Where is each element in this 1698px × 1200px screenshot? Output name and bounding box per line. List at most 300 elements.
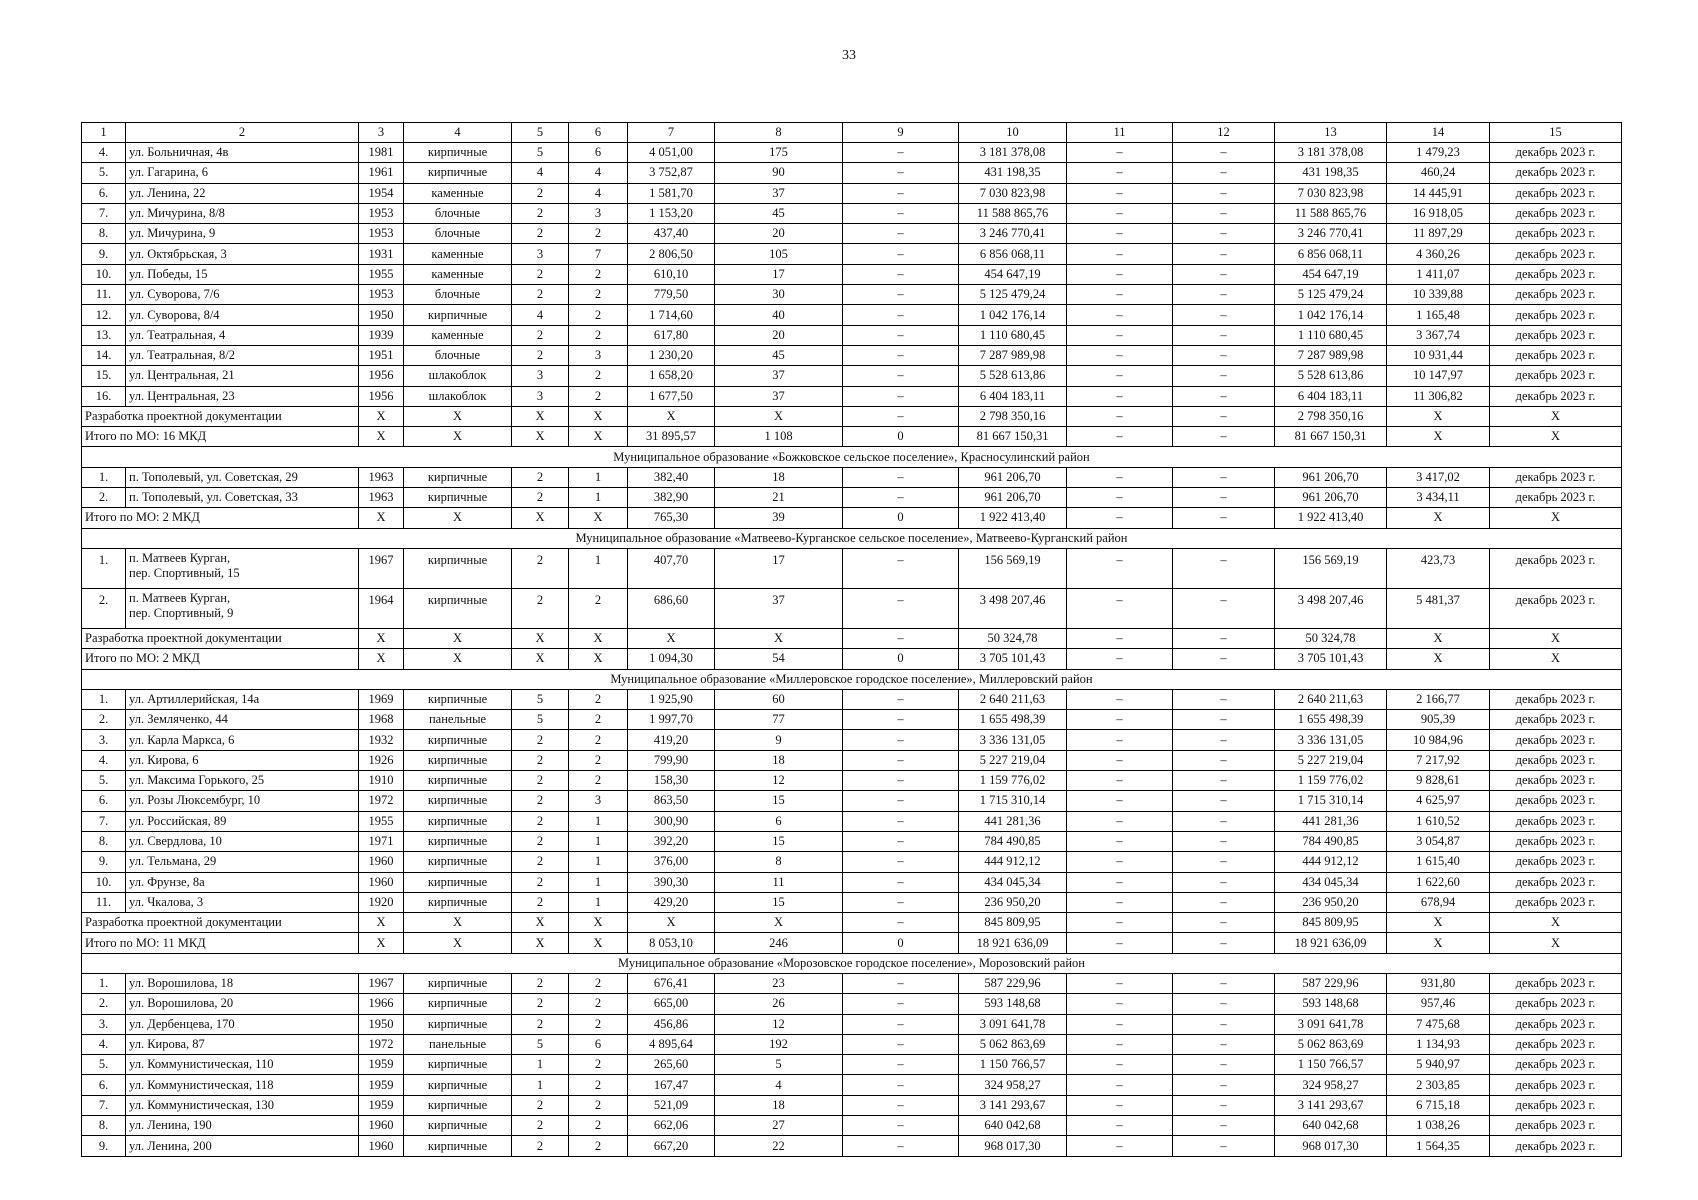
table-cell: 1 042 176,14 [1275, 305, 1387, 325]
table-cell: 167,47 [628, 1075, 715, 1095]
table-cell: 441 281,36 [959, 811, 1067, 831]
table-row [82, 1095, 1622, 1115]
table-cell: панельные [404, 1034, 512, 1054]
address-cell: ул. Российская, 89 [126, 811, 359, 831]
table-cell: декабрь 2023 г. [1490, 791, 1622, 811]
table-row [82, 872, 1622, 892]
address-cell: п. Матвеев Курган, пер. Спортивный, 9 [126, 588, 359, 628]
table-cell: декабрь 2023 г. [1490, 264, 1622, 284]
summary-label-cell: Разработка проектной документации [82, 406, 359, 426]
table-cell: – [843, 488, 959, 508]
table-cell: 1963 [359, 467, 404, 487]
table-cell: 14 445,91 [1387, 183, 1490, 203]
table-cell: 593 148,68 [1275, 994, 1387, 1014]
table-cell: 1 411,07 [1387, 264, 1490, 284]
table-cell: – [1067, 730, 1173, 750]
table-cell: – [1067, 973, 1173, 993]
address-cell: ул. Земляченко, 44 [126, 710, 359, 730]
table-cell: 15 [715, 791, 843, 811]
table-cell: – [1067, 1136, 1173, 1156]
table-cell: 765,30 [628, 508, 715, 528]
table-cell: 3 336 131,05 [959, 730, 1067, 750]
table-cell: 45 [715, 345, 843, 365]
table-cell: 1 922 413,40 [1275, 508, 1387, 528]
table-cell: 1967 [359, 973, 404, 993]
address-cell: ул. Мичурина, 8/8 [126, 203, 359, 223]
table-cell: 2 [569, 730, 628, 750]
table-cell: 3 091 641,78 [959, 1014, 1067, 1034]
table-cell: декабрь 2023 г. [1490, 1075, 1622, 1095]
table-cell: декабрь 2023 г. [1490, 750, 1622, 770]
table-cell: 1 159 776,02 [959, 771, 1067, 791]
table-cell: 1920 [359, 892, 404, 912]
table-cell: 968 017,30 [959, 1136, 1067, 1156]
row-number-cell: 11. [82, 892, 126, 912]
table-cell: 3 [569, 345, 628, 365]
table-cell: – [843, 791, 959, 811]
table-cell: X [512, 933, 569, 953]
table-cell: 1953 [359, 285, 404, 305]
table-cell: – [843, 548, 959, 588]
table-row [82, 750, 1622, 770]
table-cell: 667,20 [628, 1136, 715, 1156]
page-number: 33 [842, 48, 856, 63]
table-cell: 799,90 [628, 750, 715, 770]
table-cell: кирпичные [404, 588, 512, 628]
table-cell: 7 030 823,98 [959, 183, 1067, 203]
address-cell: ул. Кирова, 6 [126, 750, 359, 770]
table-cell: – [1067, 649, 1173, 669]
address-cell: ул. Фрунзе, 8а [126, 872, 359, 892]
table-cell: 686,60 [628, 588, 715, 628]
table-cell: 2 [512, 994, 569, 1014]
table-cell: – [1173, 892, 1275, 912]
table-cell: 5 227 219,04 [959, 750, 1067, 770]
table-cell: – [1067, 224, 1173, 244]
table-cell: 2 640 211,63 [959, 689, 1067, 709]
column-number-cell: 11 [1067, 123, 1173, 143]
table-cell: 3 498 207,46 [959, 588, 1067, 628]
table-cell: – [1173, 264, 1275, 284]
table-cell: кирпичные [404, 892, 512, 912]
table-cell: – [1067, 689, 1173, 709]
summary-row [82, 628, 1622, 648]
table-cell: 1910 [359, 771, 404, 791]
table-cell: кирпичные [404, 872, 512, 892]
table-cell: – [1173, 366, 1275, 386]
table-cell: 6 856 068,11 [1275, 244, 1387, 264]
section-row [82, 953, 1622, 973]
column-number-cell: 3 [359, 123, 404, 143]
table-cell: – [1173, 811, 1275, 831]
table-row [82, 305, 1622, 325]
table-cell: шлакоблок [404, 386, 512, 406]
table-cell: 1 094,30 [628, 649, 715, 669]
table-cell: – [1173, 831, 1275, 851]
table-cell: 437,40 [628, 224, 715, 244]
table-cell: 2 [569, 285, 628, 305]
table-cell: 3 [512, 244, 569, 264]
table-cell: 419,20 [628, 730, 715, 750]
table-cell: блочные [404, 203, 512, 223]
table-cell: X [359, 649, 404, 669]
address-cell: ул. Мичурина, 9 [126, 224, 359, 244]
table-cell: 156 569,19 [1275, 548, 1387, 588]
table-row [82, 892, 1622, 912]
table-cell: декабрь 2023 г. [1490, 163, 1622, 183]
address-cell: ул. Кирова, 87 [126, 1034, 359, 1054]
table-cell: декабрь 2023 г. [1490, 710, 1622, 730]
table-cell: 2 [512, 1014, 569, 1034]
table-cell: 1 581,70 [628, 183, 715, 203]
row-number-cell: 2. [82, 710, 126, 730]
table-cell: 1972 [359, 791, 404, 811]
table-cell: 2 [569, 750, 628, 770]
table-cell: 45 [715, 203, 843, 223]
table-cell: 1960 [359, 1136, 404, 1156]
table-cell: 390,30 [628, 872, 715, 892]
table-cell: X [569, 508, 628, 528]
table-cell: 6 [569, 143, 628, 163]
table-cell: 8 [715, 852, 843, 872]
table-cell: 431 198,35 [959, 163, 1067, 183]
table-cell: 10 339,88 [1387, 285, 1490, 305]
table-cell: декабрь 2023 г. [1490, 994, 1622, 1014]
summary-label-cell: Разработка проектной документации [82, 628, 359, 648]
table-cell: 678,94 [1387, 892, 1490, 912]
table-cell: декабрь 2023 г. [1490, 285, 1622, 305]
row-number-cell: 7. [82, 1095, 126, 1115]
table-cell: 779,50 [628, 285, 715, 305]
table-cell: X [1490, 628, 1622, 648]
row-number-cell: 8. [82, 224, 126, 244]
column-number-row [82, 123, 1622, 143]
table-cell: 20 [715, 224, 843, 244]
table-cell: декабрь 2023 г. [1490, 1095, 1622, 1115]
summary-row [82, 649, 1622, 669]
table-cell: 4 [569, 163, 628, 183]
table-cell: 1 610,52 [1387, 811, 1490, 831]
table-cell: каменные [404, 244, 512, 264]
table-cell: 7 030 823,98 [1275, 183, 1387, 203]
table-cell: X [404, 427, 512, 447]
table-cell: 5 062 863,69 [959, 1034, 1067, 1054]
table-cell: – [1067, 244, 1173, 264]
table-row [82, 386, 1622, 406]
table-row [82, 203, 1622, 223]
table-cell: X [569, 649, 628, 669]
address-cell: ул. Театральная, 8/2 [126, 345, 359, 365]
table-cell: 2 [569, 973, 628, 993]
table-cell: 2 [512, 1095, 569, 1115]
table-cell: 37 [715, 183, 843, 203]
table-cell: X [404, 649, 512, 669]
table-cell: 444 912,12 [959, 852, 1067, 872]
table-cell: X [1387, 913, 1490, 933]
table-cell: 105 [715, 244, 843, 264]
table-cell: 587 229,96 [959, 973, 1067, 993]
table-cell: декабрь 2023 г. [1490, 325, 1622, 345]
table-cell: – [843, 467, 959, 487]
table-cell: 1955 [359, 811, 404, 831]
table-cell: 8 053,10 [628, 933, 715, 953]
table-cell: – [843, 163, 959, 183]
table-cell: 460,24 [1387, 163, 1490, 183]
table-row [82, 811, 1622, 831]
table-cell: 10 931,44 [1387, 345, 1490, 365]
table-cell: 617,80 [628, 325, 715, 345]
table-cell: X [1490, 933, 1622, 953]
table-cell: – [843, 264, 959, 284]
table-cell: 10 984,96 [1387, 730, 1490, 750]
table-row [82, 973, 1622, 993]
table-cell: кирпичные [404, 771, 512, 791]
table-row [82, 548, 1622, 588]
table-cell: 1 677,50 [628, 386, 715, 406]
table-cell: декабрь 2023 г. [1490, 831, 1622, 851]
table-cell: 265,60 [628, 1055, 715, 1075]
column-number-cell: 1 [82, 123, 126, 143]
table-cell: – [1173, 386, 1275, 406]
row-number-cell: 9. [82, 244, 126, 264]
table-cell: 2 [512, 325, 569, 345]
table-cell: 1 165,48 [1387, 305, 1490, 325]
table-cell: 2 [512, 588, 569, 628]
table-cell: 1 110 680,45 [959, 325, 1067, 345]
table-cell: 3 752,87 [628, 163, 715, 183]
row-number-cell: 4. [82, 143, 126, 163]
table-cell: 3 417,02 [1387, 467, 1490, 487]
table-cell: 5 125 479,24 [1275, 285, 1387, 305]
table-cell: декабрь 2023 г. [1490, 852, 1622, 872]
table-cell: 2 [512, 791, 569, 811]
table-cell: – [1173, 771, 1275, 791]
table-cell: 2 [512, 730, 569, 750]
table-cell: декабрь 2023 г. [1490, 244, 1622, 264]
table-cell: 2 [569, 224, 628, 244]
table-cell: 0 [843, 427, 959, 447]
table-cell: – [1173, 244, 1275, 264]
address-cell: ул. Коммунистическая, 118 [126, 1075, 359, 1095]
summary-label-cell: Разработка проектной документации [82, 913, 359, 933]
table-cell: – [1173, 548, 1275, 588]
table-cell: 2 [512, 872, 569, 892]
table-cell: 521,09 [628, 1095, 715, 1115]
table-cell: – [1173, 1095, 1275, 1115]
table-cell: 2 [569, 1095, 628, 1115]
table-cell: 1 622,60 [1387, 872, 1490, 892]
table-cell: кирпичные [404, 852, 512, 872]
table-cell: 3 054,87 [1387, 831, 1490, 851]
table-cell: X [512, 406, 569, 426]
table-cell: 3 336 131,05 [1275, 730, 1387, 750]
table-cell: – [1067, 588, 1173, 628]
table-cell: 20 [715, 325, 843, 345]
summary-row [82, 913, 1622, 933]
table-cell: 1926 [359, 750, 404, 770]
table-cell: 1 479,23 [1387, 143, 1490, 163]
table-cell: – [1173, 750, 1275, 770]
row-number-cell: 1. [82, 548, 126, 588]
address-cell: ул. Артиллерийская, 14а [126, 689, 359, 709]
table-cell: 863,50 [628, 791, 715, 811]
table-cell: 324 958,27 [1275, 1075, 1387, 1095]
row-number-cell: 3. [82, 1014, 126, 1034]
table-cell: 1 658,20 [628, 366, 715, 386]
table-cell: X [628, 913, 715, 933]
table-cell: 5 [715, 1055, 843, 1075]
table-cell: кирпичные [404, 689, 512, 709]
table-cell: – [1067, 548, 1173, 588]
table-row [82, 264, 1622, 284]
table-row [82, 710, 1622, 730]
table-cell: 1981 [359, 143, 404, 163]
table-cell: 1967 [359, 548, 404, 588]
table-row [82, 244, 1622, 264]
table-cell: 2 [569, 1075, 628, 1095]
table-cell: 31 895,57 [628, 427, 715, 447]
table-cell: – [1067, 933, 1173, 953]
table-cell: – [843, 628, 959, 648]
table-cell: – [843, 872, 959, 892]
table-cell: X [512, 427, 569, 447]
table-cell: 2 [569, 386, 628, 406]
table-cell: 784 490,85 [959, 831, 1067, 851]
address-cell: ул. Максима Горького, 25 [126, 771, 359, 791]
table-cell: 6 [715, 811, 843, 831]
table-cell: X [1387, 933, 1490, 953]
table-cell: 2 166,77 [1387, 689, 1490, 709]
address-cell: ул. Коммунистическая, 130 [126, 1095, 359, 1115]
table-cell: – [1067, 750, 1173, 770]
table-cell: X [569, 427, 628, 447]
table-cell: 1 230,20 [628, 345, 715, 365]
table-cell: – [1173, 933, 1275, 953]
table-cell: 1968 [359, 710, 404, 730]
table-cell: 676,41 [628, 973, 715, 993]
table-cell: 1960 [359, 852, 404, 872]
table-cell: – [843, 892, 959, 912]
table-cell: 2 [512, 771, 569, 791]
table-cell: X [1490, 913, 1622, 933]
table-cell: декабрь 2023 г. [1490, 1034, 1622, 1054]
table-cell: – [1067, 366, 1173, 386]
table-cell: 156 569,19 [959, 548, 1067, 588]
row-number-cell: 2. [82, 994, 126, 1014]
address-cell: ул. Ворошилова, 20 [126, 994, 359, 1014]
table-cell: декабрь 2023 г. [1490, 183, 1622, 203]
table-cell: X [569, 406, 628, 426]
section-title-cell: Муниципальное образование «Миллеровское городское поселение», Миллеровский район [82, 669, 1622, 689]
table-cell: – [843, 1034, 959, 1054]
address-cell: ул. Центральная, 21 [126, 366, 359, 386]
table-cell: 2 [569, 1136, 628, 1156]
table-cell: 5 528 613,86 [1275, 366, 1387, 386]
table-cell: 30 [715, 285, 843, 305]
table-cell: – [1173, 994, 1275, 1014]
table-cell: 2 [512, 264, 569, 284]
table-cell: 1 922 413,40 [959, 508, 1067, 528]
table-cell: панельные [404, 710, 512, 730]
table-cell: 1971 [359, 831, 404, 851]
table-cell: 5 940,97 [1387, 1055, 1490, 1075]
table-cell: – [843, 1075, 959, 1095]
table-cell: X [569, 913, 628, 933]
table-cell: 4 [569, 183, 628, 203]
table-cell: – [1173, 852, 1275, 872]
table-cell: 429,20 [628, 892, 715, 912]
table-cell: – [1067, 163, 1173, 183]
table-row [82, 345, 1622, 365]
table-cell: 1 615,40 [1387, 852, 1490, 872]
table-cell: 434 045,34 [1275, 872, 1387, 892]
table-cell: 175 [715, 143, 843, 163]
table-cell: 593 148,68 [959, 994, 1067, 1014]
table-cell: 382,40 [628, 467, 715, 487]
table-cell: каменные [404, 264, 512, 284]
table-cell: 1960 [359, 1116, 404, 1136]
section-title-cell: Муниципальное образование «Матвеево-Курганское сельское поселение», Матвеево-Курганский район [82, 528, 1622, 548]
address-cell: ул. Центральная, 23 [126, 386, 359, 406]
table-cell: 3 246 770,41 [1275, 224, 1387, 244]
table-cell: – [1067, 872, 1173, 892]
table-cell: декабрь 2023 г. [1490, 1116, 1622, 1136]
table-cell: 2 [569, 305, 628, 325]
table-cell: 4 360,26 [1387, 244, 1490, 264]
address-cell: ул. Коммунистическая, 110 [126, 1055, 359, 1075]
address-cell: ул. Свердлова, 10 [126, 831, 359, 851]
table-cell: 9 [715, 730, 843, 750]
table-cell: 1961 [359, 163, 404, 183]
table-cell: 587 229,96 [1275, 973, 1387, 993]
table-cell: 1 714,60 [628, 305, 715, 325]
table-cell: – [1067, 345, 1173, 365]
table-cell: 158,30 [628, 771, 715, 791]
table-cell: – [1173, 588, 1275, 628]
table-row [82, 1075, 1622, 1095]
table-cell: 3 [569, 203, 628, 223]
table-cell: декабрь 2023 г. [1490, 973, 1622, 993]
table-cell: 4 625,97 [1387, 791, 1490, 811]
table-cell: блочные [404, 224, 512, 244]
table-cell: 54 [715, 649, 843, 669]
table-cell: 3 498 207,46 [1275, 588, 1387, 628]
table-cell: – [843, 689, 959, 709]
table-cell: 1 925,90 [628, 689, 715, 709]
table-cell: кирпичные [404, 1095, 512, 1115]
table-cell: – [1067, 892, 1173, 912]
table-cell: – [843, 325, 959, 345]
table-cell: 2 [512, 1136, 569, 1156]
table-row [82, 366, 1622, 386]
table-cell: 300,90 [628, 811, 715, 831]
table-cell: декабрь 2023 г. [1490, 730, 1622, 750]
table-cell: 7 [569, 244, 628, 264]
table-cell: декабрь 2023 г. [1490, 305, 1622, 325]
table-cell: 968 017,30 [1275, 1136, 1387, 1156]
table-cell: 7 287 989,98 [959, 345, 1067, 365]
table-cell: – [1173, 1055, 1275, 1075]
table-cell: 1 042 176,14 [959, 305, 1067, 325]
table-cell: X [359, 933, 404, 953]
table-cell: декабрь 2023 г. [1490, 345, 1622, 365]
address-cell: ул. Ленина, 200 [126, 1136, 359, 1156]
row-number-cell: 14. [82, 345, 126, 365]
table-cell: – [1173, 913, 1275, 933]
table-cell: 2 [569, 1116, 628, 1136]
table-cell: – [1173, 1116, 1275, 1136]
address-cell: ул. Гагарина, 6 [126, 163, 359, 183]
